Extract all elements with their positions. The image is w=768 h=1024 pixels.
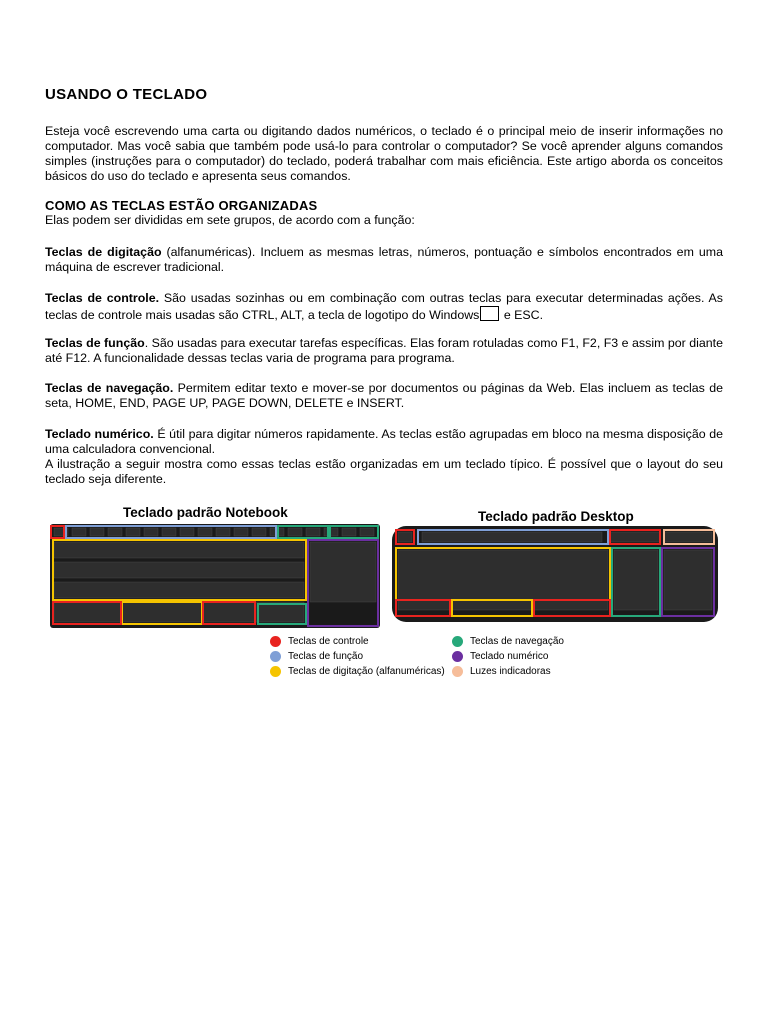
group-text: São usadas sozinhas ou em combinação com outras teclas para executar determinadas ações. As teclas de controle mais usadas são CTRL, ALT, a tecla de logotipo do Windows (45, 291, 723, 322)
legend-label: Teclas de função (288, 651, 364, 662)
intro-paragraph: Esteja você escrevendo uma carta ou digitando dados numéricos, o teclado é o principal meio de inserir informações no computador. Mas você sabia que também pode usá-lo para controlar o computador? Se você aprender alguns comandos simples (instruções para o computador) do teclado, poderá trabalhar com mais eficiência. Este artigo aborda os conceitos básicos do uso do teclado e apresenta seus comandos. (45, 124, 723, 183)
section-intro: Elas podem ser divididas em sete grupos, de acordo com a função: (45, 213, 415, 227)
group-term: Teclas de digitação (45, 245, 162, 259)
legend-dot-function (270, 651, 281, 662)
notebook-keyboard-image (50, 524, 380, 628)
desktop-keyboard-image (392, 526, 718, 622)
notebook-caption: Teclado padrão Notebook (123, 505, 288, 520)
group-text-after: e ESC. (500, 308, 544, 322)
group-term: Teclas de navegação. (45, 381, 174, 395)
group-text: É útil para digitar números rapidamente. As teclas estão agrupadas em bloco na mesma disposição de uma calculadora convencional. (45, 427, 724, 456)
group-term: Teclas de função (45, 336, 145, 350)
section-heading: COMO AS TECLAS ESTÃO ORGANIZADAS (45, 198, 318, 213)
group-numpad (45, 427, 723, 457)
legend-dot-control (270, 636, 281, 647)
windows-logo-placeholder-icon (480, 306, 499, 321)
legend-dot-navigation (452, 636, 463, 647)
group-function (45, 336, 723, 366)
legend-label: Teclas de navegação (470, 636, 564, 647)
legend-label: Teclas de controle (288, 636, 369, 647)
legend-dot-numpad (452, 651, 463, 662)
legend-label: Luzes indicadoras (470, 666, 551, 677)
group-control (45, 291, 723, 323)
group-text: Permitem editar texto e mover-se por documentos ou páginas da Web. Elas incluem as teclas de seta, HOME, END, PAGE UP, PAGE DOWN, DELETE e INSERT. (45, 381, 723, 410)
keyboard-figure (50, 502, 720, 687)
group-navigation (45, 381, 723, 411)
closing-paragraph: A ilustração a seguir mostra como essas teclas estão organizadas em um teclado típico. É possível que o layout do seu teclado seja diferente. (45, 457, 723, 486)
legend-dot-indicator (452, 666, 463, 677)
legend-dot-typing (270, 666, 281, 677)
group-typing (45, 245, 723, 275)
legend-label: Teclado numérico (470, 651, 549, 662)
legend-label: Teclas de digitação (alfanuméricas) (288, 666, 445, 677)
group-term: Teclas de controle. (45, 291, 160, 305)
group-text: . São usadas para executar tarefas específicas. Elas foram rotuladas como F1, F2, F3 e assim por diante até F12. A funcionalidade dessas teclas varia de programa para programa. (45, 336, 723, 365)
desktop-caption: Teclado padrão Desktop (478, 509, 634, 524)
page-title: USANDO O TECLADO (45, 86, 208, 103)
group-text: (alfanuméricas). Incluem as mesmas letras, números, pontuação e símbolos encontrados em uma máquina de escrever tradicional. (45, 245, 723, 274)
group-term: Teclado numérico. (45, 427, 154, 441)
